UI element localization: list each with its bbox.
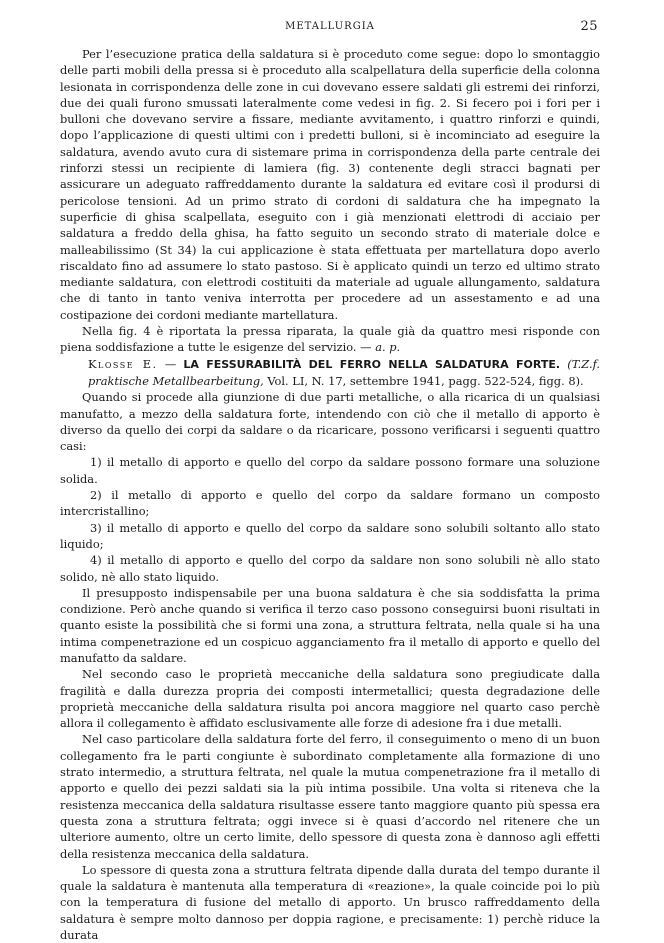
paragraph-execution: Per l’esecuzione pratica della saldatura si è proceduto come segue: dopo lo smontaggio delle parti mobili della pressa si è proceduto alla scalpellatura della superficie della colonna lesionata in corrispondenza delle zone in cui dovevano essere saldati gli estremi dei rinforzi, due dei quali furono smussati lateralmente come vedesi in fig. 2. Si fecero poi i fori per i bulloni che dovevano servire a fissare, mediante avvitamento, i quattro rinforzi e quindi, dopo l’applicazione di questi ultimi con i predetti bulloni, si è incominciato ad eseguire la saldatura, avendo avuto cura di sistemare prima in corrispondenza della parte centrale dei rinforzi stessi un recipiente di lamiera (fig. 3) contenente degli stracci bagnati per assicurare un adeguato raffreddamento durante la saldatura ed evitare così il prodursi di pericolose tensioni. Ad un primo strato di cordoni di saldatura che ha impegnato la superficie di ghisa scalpellata, eseguito con i già menzionati elettrodi di acciaio per saldatura a freddo della ghisa, ha fatto seguito un secondo strato di materiale dolce e malleabilissimo (St 34) la cui applicazione è stata effettuata per martellatura dopo averlo riscaldato fino ad assumere lo stato pastoso. Si è applicato quindi un terzo ed ultimo strato mediante saldatura, con elettrodi costituiti da materiale ad uguale allungamento, saldatura che di tanto in tanto veniva interrotta per procedere ad un assestamento e ad una costipazione dei cordoni mediante martellatura. [60, 47, 600, 322]
author-initials: a. p. [375, 340, 401, 355]
journal-name: (T.Z.f. praktische Metallbearbeitung, [88, 356, 601, 388]
list-item-case-2: 2) il metallo di apporto e quello del corpo da saldare formano un composto intercristallino; [60, 488, 600, 519]
list-item-case-4: 4) il metallo di apporto e quello del corpo da saldare non sono solubili nè allo stato solido, nè allo stato liquido. [60, 553, 600, 584]
article-title: LA FESSURABILITÀ DEL FERRO NELLA SALDATURA FORTE. [183, 357, 561, 371]
paragraph-repaired-press [60, 323, 600, 356]
paragraph-intro: Quando si procede alla giunzione di due parti metalliche, o alla ricarica di un qualsiasi manufatto, a mezzo della saldatura forte, intendendo con ciò che il metallo di apporto è diverso da quello dei corpi da saldare o da ricaricare, possono verificarsi i seguenti quattro casi: [60, 390, 600, 454]
article-citation: Vol. LI, N. 17, settembre 1941, pagg. 522-524, figg. 8). [267, 373, 584, 388]
paragraph-thickness: Lo spessore di questa zona a struttura feltrata dipende dalla durata del tempo durante il quale la saldatura è mantenuta alla temperatura di «reazione», la quale coincide poi lo più con la temperatura di fusione del metallo di apporto. Un brusco raffreddamento della saldatura è sempre molto dannoso per doppia ragione, e precisamente: 1) perchè riduce la durata [60, 862, 600, 943]
list-item-case-1: 1) il metallo di apporto e quello del corpo da saldare possono formare una soluzione solida. [60, 455, 600, 486]
document-page [60, 0, 601, 943]
paragraph-second-case: Nel secondo caso le proprietà meccaniche della saldatura sono pregiudicate dalla fragilità e dalla durezza propria dei composti intermetallici; questa degradazione delle proprietà meccaniche della saldatura risulta poi ancora maggiore nel quarto caso perchè allora il collegamento è affidato esclusivamente alle forze di adesione fra i due metalli. [60, 667, 600, 731]
heading-dash: — [164, 356, 177, 371]
running-title: METALLURGIA [285, 21, 375, 32]
article-heading [60, 356, 600, 390]
page-body [60, 46, 600, 943]
article-author: Klosse E. [88, 356, 158, 371]
running-header [60, 17, 600, 37]
paragraph-repaired-press-text: Nella fig. 4 è riportata la pressa riparata, la quale già da quattro mesi risponde con piena soddisfazione a tutte le esigenze del servizio. — [60, 324, 600, 355]
list-item-case-3: 3) il metallo di apporto e quello del corpo da saldare sono solubili soltanto allo stato liquido; [60, 520, 600, 551]
paragraph-iron-brazing: Nel caso particolare della saldatura forte del ferro, il conseguimento o meno di un buon collegamento fra le parti congiunte è subordinato completamente alla formazione di uno strato intermedio, a struttura feltrata, nel quale la mutua compenetrazione fra il metallo di apporto e quello dei pezzi saldati sia la più intima possibile. Una volta si riteneva che la resistenza meccanica della saldatura risultasse essere tanto maggiore quanto più spessa era questa zona a struttura feltrata; oggi invece si è quasi d’accordo nel ritenere che un ulteriore aumento, oltre un certo limite, dello spessore di questa zona è dannoso agli effetti della resistenza meccanica della saldatura. [60, 732, 600, 861]
page-number: 25 [580, 19, 598, 34]
paragraph-presupposto: Il presupposto indispensabile per una buona saldatura è che sia soddisfatta la prima condizione. Però anche quando si verifica il terzo caso possono conseguirsi buoni risultati in quanto esiste la possibilità che si formi una zona, a struttura feltrata, nella quale si ha una intima compenetrazione ed un cospicuo agganciamento fra il metallo di apporto e quello del manufatto da saldare. [60, 585, 600, 665]
